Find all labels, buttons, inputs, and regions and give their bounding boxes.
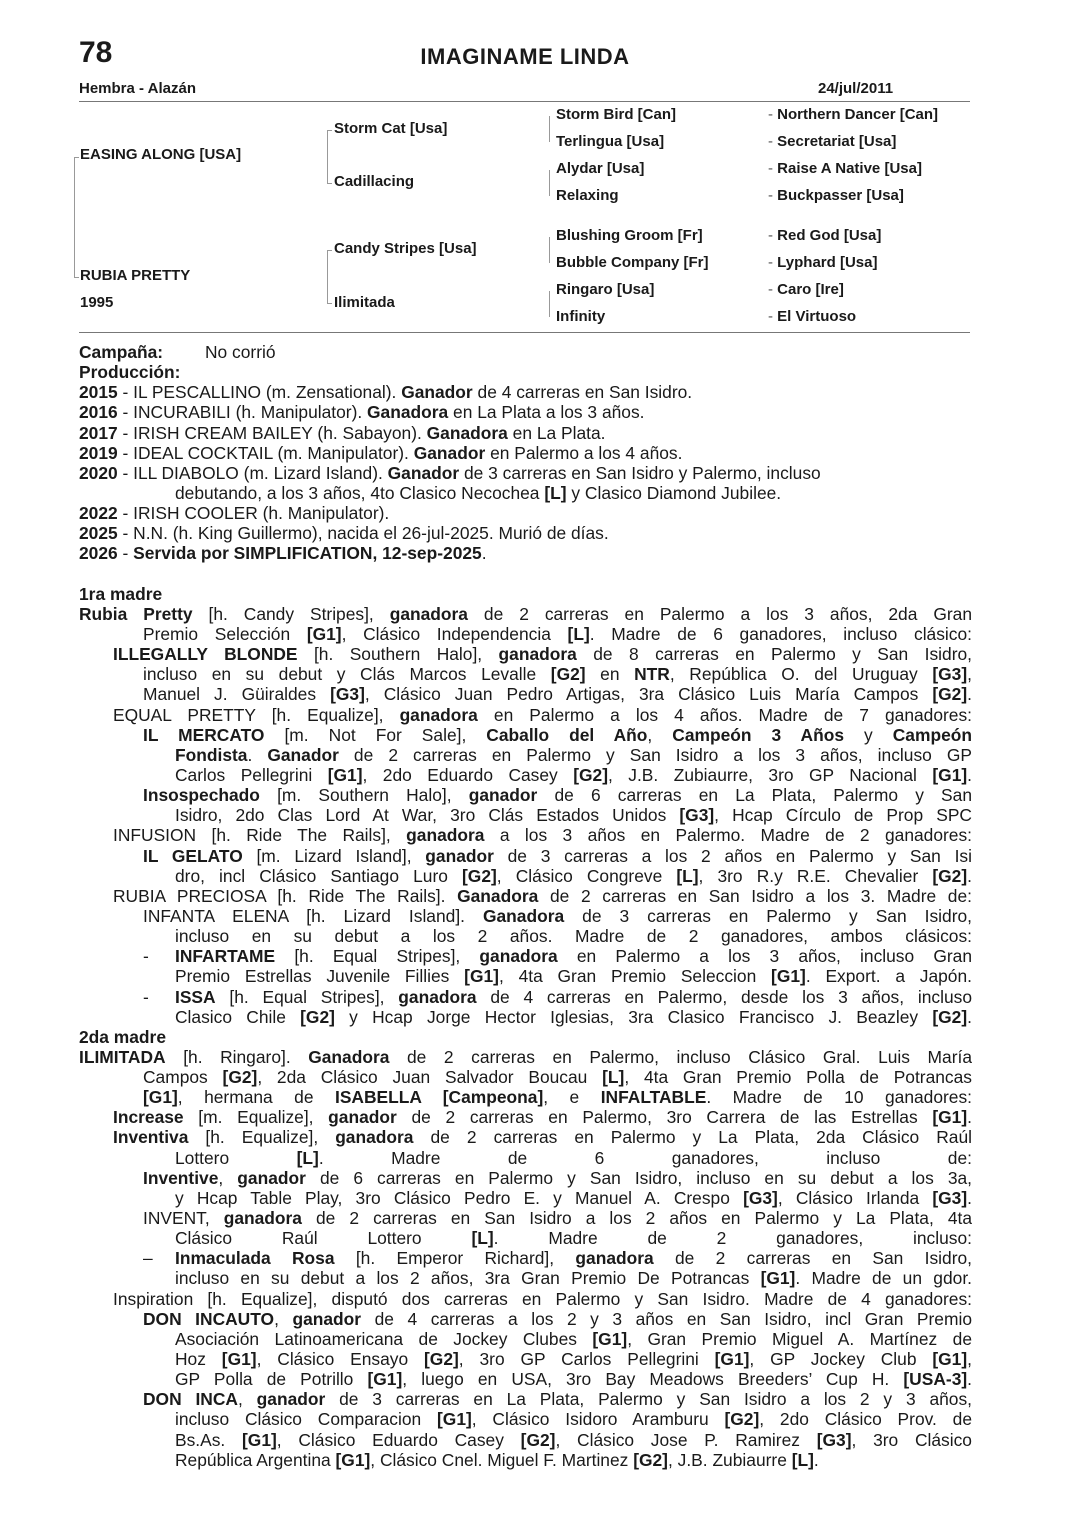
first-dam-line: incluso en su debut y Clás Marcos Levalle [G2] en NTR, República O. del Uruguay [G3], — [143, 664, 972, 685]
pedigree-rule — [79, 332, 970, 333]
second-dam-line: República Argentina [G1], Clásico Cnel. Miguel F. Martinez [G2], J.B. Zubiaurre [L]. — [175, 1449, 819, 1470]
second-dam-line: Bs.As. [G1], Clásico Eduardo Casey [G2], Clásico Jose P. Ramirez [G3], 3ro Clásico — [175, 1429, 972, 1450]
second-dam-line: Asociación Latinoamericana de Jockey Clubes [G1], Gran Premio Miguel A. Martínez de — [175, 1328, 972, 1349]
second-dam-line: – Inmaculada Rosa [h. Emperor Richard], ganadora de 2 carreras en San Isidro, — [143, 1248, 972, 1269]
first-dam-line: Carlos Pellegrini [G1], 2do Eduardo Casey [G2], J.B. Zubiaurre, 3ro GP Nacional [G1]. — [175, 764, 972, 785]
pedigree-gen4: - Red God [Usa] — [768, 227, 882, 244]
bracket — [327, 130, 328, 183]
bracket-tick — [327, 183, 332, 184]
second-dam-line: Clásico Raúl Lottero [L]. Madre de 2 ganadores, incluso: — [175, 1228, 972, 1249]
bracket-tick — [327, 130, 332, 131]
campaign-label: Campaña: — [79, 342, 164, 362]
second-dam-line: Inventive, ganador de 6 carreras en Palermo y San Isidro, incluso en su debut a los 3a, — [143, 1167, 972, 1188]
production-entry: 2016 - INCURABILI (h. Manipulator). Ganadora en La Plata a los 3 años. — [79, 402, 645, 423]
second-dam-line: GP Polla de Potrillo [G1], luego en USA, 3ro Bay Meadows Breeders’ Cup H. [USA-3]. — [175, 1369, 972, 1390]
pedigree-gen4: - Lyphard [Usa] — [768, 254, 878, 271]
pedigree-gen4: - Caro [Ire] — [768, 281, 844, 298]
pedigree-dam: RUBIA PRETTY — [80, 267, 191, 284]
production-heading: Producción: — [79, 362, 181, 383]
first-dam-line: ILLEGALLY BLONDE [h. Southern Halo], ganadora de 8 carreras en Palermo y San Isidro, — [113, 644, 972, 665]
pedigree-gen2: Ilimitada — [334, 294, 395, 311]
second-dam-line: Hoz [G1], Clásico Ensayo [G2], 3ro GP Carlos Pellegrini [G1], GP Jockey Club [G1], — [175, 1349, 972, 1370]
first-dam-line: - ISSA [h. Equal Stripes], ganadora de 4 carreras en Palermo, desde los 3 años, incluso — [143, 986, 972, 1007]
bracket — [549, 116, 550, 142]
first-dam-line: Premio Selección [G1], Clásico Independencia [L]. Madre de 6 ganadores, incluso clásico: — [143, 623, 972, 644]
pedigree-gen2: Cadillacing — [334, 173, 415, 190]
bracket-tick — [74, 277, 79, 278]
bracket — [549, 170, 550, 196]
pedigree-gen3: Storm Bird [Can] — [556, 106, 676, 123]
first-dam-line: - INFARTAME [h. Equal Stripes], ganadora en Palermo a los 3 años, incluso Gran — [143, 946, 972, 967]
first-dam-line: Rubia Pretty [h. Candy Stripes], ganadora de 2 carreras en Palermo a los 3 años, 2da Gran — [79, 603, 972, 624]
pedigree-gen3: Terlingua [Usa] — [556, 133, 665, 150]
first-dam-line: Clasico Chile [G2] y Hcap Jorge Hector Iglesias, 3ra Clasico Francisco J. Beazley [G2]. — [175, 1006, 972, 1027]
second-dam-line: ILIMITADA [h. Ringaro]. Ganadora de 2 carreras en Palermo, incluso Clásico Gral. Luis María — [79, 1046, 972, 1067]
second-dam-line: [G1], hermana de ISABELLA [Campeona], e INFALTABLE. Madre de 10 ganadores: — [143, 1087, 972, 1108]
second-dam-line: y Hcap Table Play, 3ro Clásico Pedro E. y Manuel A. Crespo [G3], Clásico Irlanda [G3]. — [175, 1187, 972, 1208]
bracket — [327, 250, 328, 303]
pedigree-gen4: - Secretariat [Usa] — [768, 133, 897, 150]
pedigree-notes — [79, 342, 972, 1470]
bracket — [74, 157, 75, 277]
second-dam-line: DON INCAUTO, ganador de 4 carreras a los 2 y 3 años en San Isidro, incl Gran Premio — [143, 1308, 972, 1329]
second-dam-line: incluso Clásico Comparacion [G1], Clásico Isidoro Aramburu [G2], 2do Clásico Prov. de — [175, 1409, 972, 1430]
second-dam-line: Increase [m. Equalize], ganador de 2 carreras en Palermo, 3ro Carrera de las Estrellas [G1]. — [113, 1107, 972, 1128]
pedigree-gen3: Blushing Groom [Fr] — [556, 227, 703, 244]
second-dam-line: DON INCA, ganador de 3 carreras en La Plata, Palermo y San Isidro a los 2 y 3 años, — [143, 1389, 972, 1410]
page-number: 78 — [79, 36, 113, 69]
production-entry: 2015 - IL PESCALLINO (m. Zensational). Ganador de 4 carreras en San Isidro. — [79, 382, 693, 403]
pedigree-gen4: - Northern Dancer [Can] — [768, 106, 939, 123]
pedigree-gen4: - Raise A Native [Usa] — [768, 160, 922, 177]
pedigree-gen3: Ringaro [Usa] — [556, 281, 655, 298]
bracket-tick — [327, 303, 332, 304]
first-dam-line: Fondista. Ganador de 2 carreras en Palermo y San Isidro a los 3 años, incluso GP — [175, 744, 972, 765]
horse-name-title: IMAGINAME LINDA — [420, 44, 630, 69]
production-entry-cont: debutando, a los 3 años, 4to Clasico Necochea [L] y Clasico Diamond Jubilee. — [175, 482, 782, 503]
first-dam-line: incluso en su debut a los 2 años. Madre de 2 ganadores, ambos clásicos: — [175, 926, 972, 947]
pedigree-gen3: Infinity — [556, 308, 606, 325]
first-dam-line: Premio Estrellas Juvenile Fillies [G1], 4ta Gran Premio Seleccion [G1]. Export. a Japón. — [175, 966, 972, 987]
production-entry: 2017 - IRISH CREAM BAILEY (h. Sabayon). Ganadora en La Plata. — [79, 422, 606, 443]
second-dam-line: Campos [G2], 2da Clásico Juan Salvador Boucau [L], 4ta Gran Premio Polla de Potrancas — [143, 1067, 972, 1088]
second-dam-line: Inventiva [h. Equalize], ganadora de 2 carreras en Palermo y La Plata, 2da Clásico Raúl — [113, 1127, 972, 1148]
first-dam-line: Isidro, 2do Clas Lord At War, 3ro Clás Estados Unidos [G3], Hcap Círculo de Prop SPC — [175, 805, 972, 826]
first-dam-line: Manuel J. Güiraldes [G3], Clásico Juan Pedro Artigas, 3ra Clásico Luis María Campos [G2]. — [143, 684, 972, 705]
production-entry: 2019 - IDEAL COCKTAIL (m. Manipulator). Ganador en Palermo a los 4 años. — [79, 442, 683, 463]
blank-line — [79, 564, 972, 584]
pedigree-gen4: - Buckpasser [Usa] — [768, 187, 904, 204]
bracket — [549, 237, 550, 263]
bracket-tick — [74, 157, 79, 158]
first-dam-line: IL GELATO [m. Lizard Island], ganador de 3 carreras a los 2 años en Palermo y San Isi — [143, 845, 972, 866]
pedigree-gen2: Storm Cat [Usa] — [334, 120, 448, 137]
second-dam-line: INVENT, ganadora de 2 carreras en San Isidro a los 2 años en Palermo y La Plata, 4ta — [143, 1208, 972, 1229]
second-dam-line: Inspiration [h. Equalize], disputó dos carreras en Palermo y San Isidro. Madre de 4 ganadores: — [113, 1288, 972, 1309]
second-dam-line: incluso en su debut a los 2 años, 3ra Gran Premio De Potrancas [G1]. Madre de un gdor. — [175, 1268, 972, 1289]
first-dam-heading: 1ra madre — [79, 583, 163, 604]
campaign-line — [79, 342, 972, 362]
production-entry: 2026 - Servida por SIMPLIFICATION, 12-sep-2025. — [79, 543, 487, 564]
bracket — [549, 291, 550, 317]
first-dam-line: dro, incl Clásico Santiago Luro [G2], Clásico Congreve [L], 3ro R.y R.E. Chevalier [G2]. — [175, 865, 972, 886]
production-entry: 2022 - IRISH COOLER (h. Manipulator). — [79, 503, 390, 524]
pedigree-sire: EASING ALONG [USA] — [80, 146, 242, 163]
first-dam-line: INFANTA ELENA [h. Lizard Island]. Ganadora de 3 carreras en Palermo y San Isidro, — [143, 905, 972, 926]
first-dam-line: INFUSION [h. Ride The Rails], ganadora a los 3 años en Palermo. Madre de 2 ganadores: — [113, 825, 972, 846]
campaign-value: No corrió — [205, 342, 276, 362]
birth-date: 24/jul/2011 — [818, 80, 894, 97]
production-entry: 2020 - ILL DIABOLO (m. Lizard Island). Ganador de 3 carreras en San Isidro y Palermo, incluso — [79, 462, 821, 483]
first-dam-line: EQUAL PRETTY [h. Equalize], ganadora en Palermo a los 4 años. Madre de 7 ganadores: — [113, 704, 972, 725]
production-entry: 2025 - N.N. (h. King Guillermo), nacida el 26-jul-2025. Murió de días. — [79, 523, 609, 544]
pedigree-gen3: Bubble Company [Fr] — [556, 254, 709, 271]
first-dam-line: IL MERCATO [m. Not For Sale], Caballo del Año, Campeón 3 Años y Campeón — [143, 724, 972, 745]
bracket-tick — [327, 250, 332, 251]
pedigree-gen3: Relaxing — [556, 187, 619, 204]
second-dam-heading: 2da madre — [79, 1026, 166, 1047]
pedigree-gen4: - El Virtuoso — [768, 308, 857, 325]
header-rule — [79, 101, 970, 102]
pedigree-dam-year: 1995 — [80, 294, 114, 311]
pedigree-gen2: Candy Stripes [Usa] — [334, 240, 477, 257]
first-dam-line: RUBIA PRECIOSA [h. Ride The Rails]. Ganadora de 2 carreras en San Isidro a los 3. Madre de: — [113, 885, 972, 906]
first-dam-line: Insospechado [m. Southern Halo], ganador de 6 carreras en La Plata, Palermo y San — [143, 785, 972, 806]
second-dam-line: Lottero [L]. Madre de 6 ganadores, incluso de: — [175, 1147, 972, 1168]
pedigree-gen3: Alydar [Usa] — [556, 160, 645, 177]
sex-color-subtitle: Hembra - Alazán — [79, 80, 196, 97]
